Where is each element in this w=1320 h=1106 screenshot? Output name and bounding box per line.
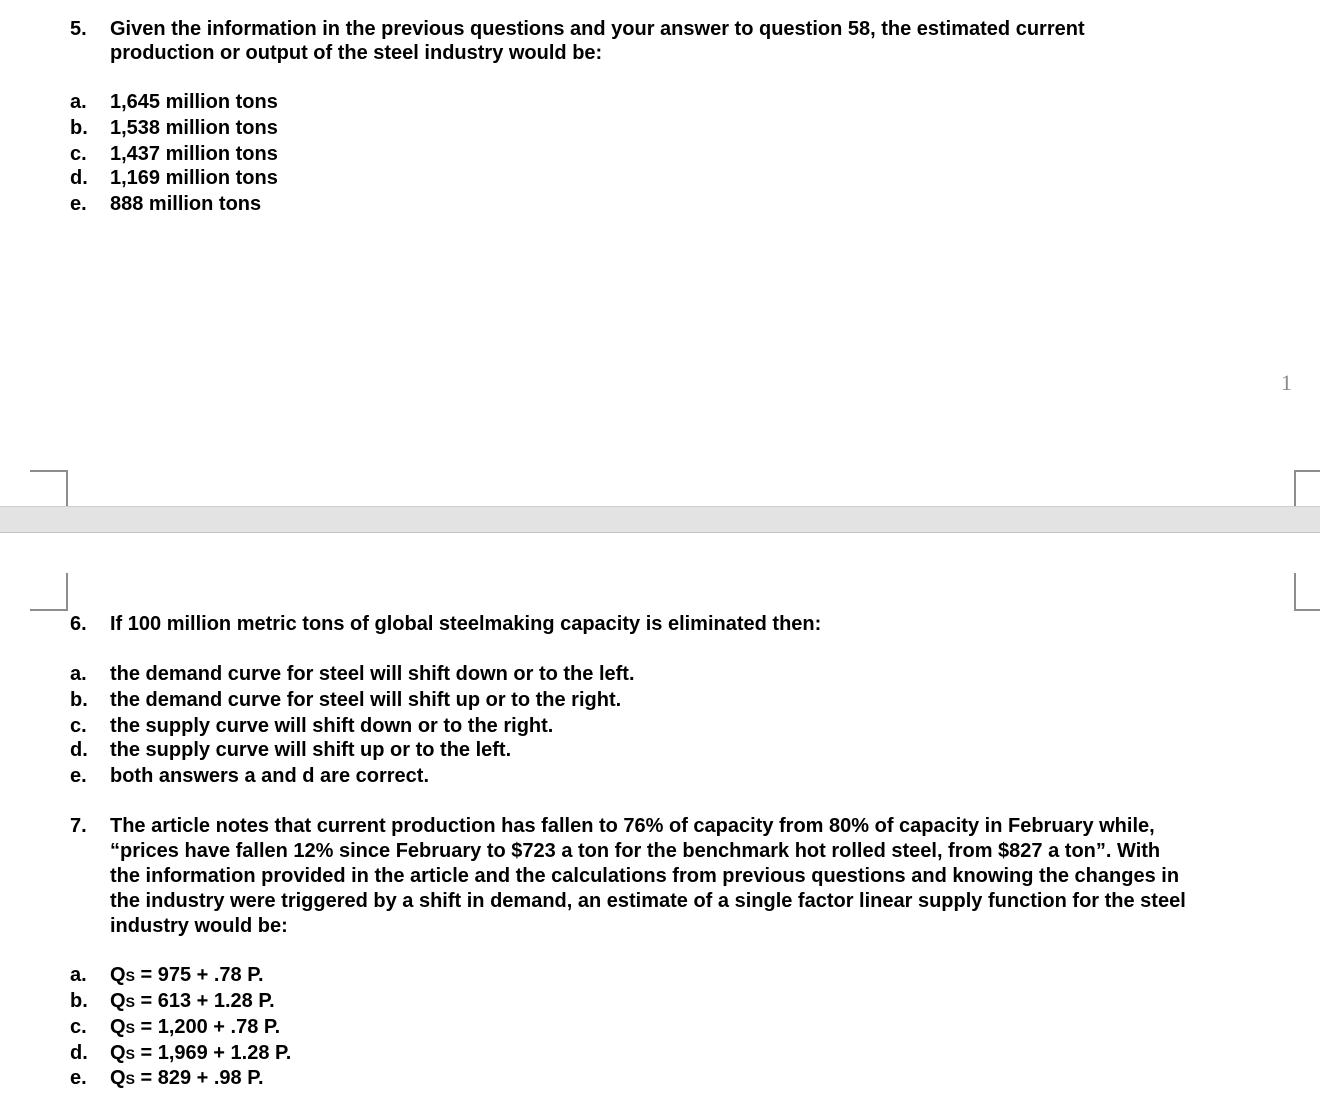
answer-option-a: a. 1,645 million tons [70,91,278,113]
question-text-line: the industry were triggered by a shift in demand, an estimate of a single factor linear supply function for the steel [110,890,1186,912]
answer-option-b: b. the demand curve for steel will shift up or to the right. [70,689,622,711]
question-number: 7. [70,815,87,837]
question-text-line: The article notes that current production has fallen to 76% of capacity from 80% of capacity in February while, [110,815,1155,837]
answer-option-e: e. both answers a and d are correct. [70,765,429,787]
question-number: 5. [70,18,87,40]
answer-option-c: c. QS = 1,200 + .78 P. [70,1016,281,1038]
answer-option-a: a. the demand curve for steel will shift down or to the left. [70,663,635,685]
answer-option-e: e. QS = 829 + .98 P. [70,1067,264,1089]
answer-option-d: d. QS = 1,969 + 1.28 P. [70,1042,292,1064]
margin-corner-marker [1294,470,1320,508]
q-symbol: Q [110,990,126,1012]
question-text-line: “prices have fallen 12% since February to $723 a ton for the benchmark hot rolled steel, from $827 a ton”. With [110,840,1161,862]
q-subscript: S [125,1046,135,1062]
answer-option-a: a. QS = 975 + .78 P. [70,964,264,986]
answer-option-e: e. 888 million tons [70,193,262,215]
document-page-1 [0,0,1320,506]
question-text-line: Given the information in the previous questions and your answer to question 58, the estimated current [110,18,1085,40]
answer-option-b: b. 1,538 million tons [70,117,278,139]
q-symbol: Q [110,1016,126,1038]
answer-option-d: d. the supply curve will shift up or to the left. [70,739,512,761]
q-symbol: Q [110,1067,126,1089]
question-text-line: industry would be: [110,915,288,937]
q-subscript: S [125,1020,135,1036]
q-subscript: S [125,968,135,984]
answer-option-c: c. the supply curve will shift down or to the right. [70,715,554,737]
question-text: If 100 million metric tons of global steelmaking capacity is eliminated then: [110,613,822,635]
q-symbol: Q [110,964,126,986]
question-text-line: the information provided in the article and the calculations from previous questions and knowing the changes in [110,865,1180,887]
page-number: 1 [1281,370,1292,395]
q-symbol: Q [110,1042,126,1064]
q-subscript: S [125,1071,135,1087]
document-page-2 [0,533,1320,1106]
answer-option-b: b. QS = 613 + 1.28 P. [70,990,275,1012]
question-text-line: production or output of the steel industry would be: [110,42,603,64]
margin-corner-marker [30,573,68,611]
margin-corner-marker [30,470,68,508]
question-number: 6. [70,613,87,635]
answer-option-c: c. 1,437 million tons [70,143,278,165]
q-subscript: S [125,994,135,1010]
margin-corner-marker [1294,573,1320,611]
answer-option-d: d. 1,169 million tons [70,167,278,189]
page-break-gap [0,506,1320,533]
